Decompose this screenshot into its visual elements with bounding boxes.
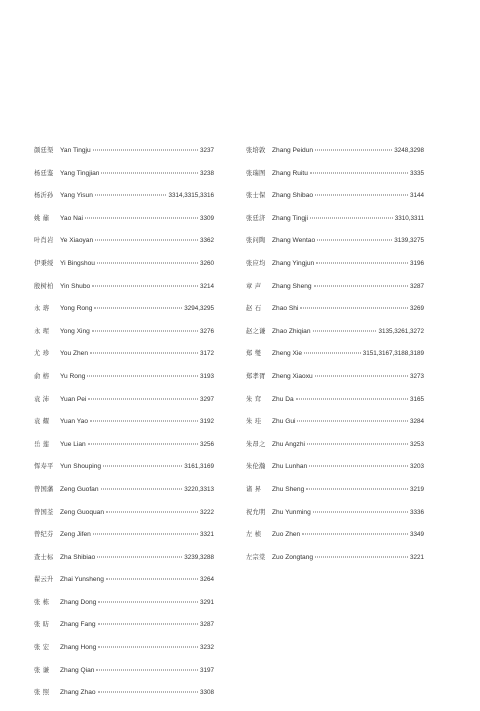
dot-leader <box>92 330 198 331</box>
index-entry <box>34 666 214 689</box>
entry-chinese-name: 杨廷鉴 <box>34 169 54 177</box>
entry-pinyin-name: Zeng Guofan <box>60 485 99 493</box>
entry-pinyin-name: Yuan Yao <box>60 418 88 426</box>
index-entry <box>246 553 424 576</box>
entry-chinese-name: 赵 石 <box>246 305 262 313</box>
entry-chinese-name: 叶肖岩 <box>34 237 54 245</box>
entry-chinese-name: 曾国荃 <box>34 508 54 516</box>
entry-pinyin-name: Yao Nai <box>60 214 83 222</box>
dot-leader <box>296 398 408 399</box>
entry-page-numbers: 3219 <box>409 485 424 493</box>
entry-page-numbers: 3139,3275 <box>394 237 424 245</box>
entry-pinyin-name: Yong Rong <box>60 305 93 313</box>
entry-chinese-name: 曾纪芬 <box>34 531 54 539</box>
index-entry <box>246 236 424 259</box>
entry-page-numbers: 3232 <box>199 644 214 652</box>
entry-chinese-name: 左宗棠 <box>246 553 266 561</box>
entry-page-numbers: 3220,3313 <box>184 485 214 493</box>
entry-page-numbers: 3172 <box>199 350 214 358</box>
entry-page-numbers: 3287 <box>199 621 214 629</box>
entry-page-numbers: 3297 <box>199 395 214 403</box>
dot-leader <box>310 172 408 173</box>
index-entry <box>34 372 214 395</box>
index-entry <box>246 259 424 282</box>
entry-chinese-name: 张 昉 <box>34 621 50 629</box>
index-entry <box>34 553 214 576</box>
entry-page-numbers: 3308 <box>199 689 214 697</box>
entry-chinese-name: 祝允明 <box>246 508 266 516</box>
entry-chinese-name: 张 宏 <box>34 644 50 652</box>
dot-leader <box>94 308 182 309</box>
entry-chinese-name: 殷树柏 <box>34 282 54 290</box>
entry-pinyin-name: Yun Shouping <box>60 463 102 471</box>
entry-chinese-name: 尤 珍 <box>34 350 50 358</box>
index-entry <box>34 282 214 305</box>
index-entry <box>34 598 214 621</box>
entry-pinyin-name: Yue Lian <box>60 440 86 448</box>
entry-pinyin-name: Yi Bingshou <box>60 259 95 267</box>
dot-leader <box>315 556 408 557</box>
dot-leader <box>297 421 408 422</box>
entry-pinyin-name: Zhang Peidun <box>272 147 314 154</box>
entry-chinese-name: 朱 珪 <box>246 418 262 426</box>
index-entry <box>34 417 214 440</box>
entry-chinese-name: 左 桢 <box>246 531 262 539</box>
entry-chinese-name: 张问陶 <box>246 237 266 245</box>
index-entry <box>34 349 214 372</box>
entry-page-numbers: 3335 <box>409 169 424 177</box>
index-entry <box>34 620 214 643</box>
entry-chinese-name: 岳 莲 <box>34 440 50 448</box>
index-entry <box>34 530 214 553</box>
entry-page-numbers: 3237 <box>199 147 214 154</box>
entry-page-numbers: 3192 <box>199 418 214 426</box>
entry-pinyin-name: Zuo Zongtang <box>272 553 314 561</box>
index-entry <box>34 169 214 192</box>
entry-page-numbers: 3214 <box>199 282 214 290</box>
entry-pinyin-name: You Zhen <box>60 350 88 358</box>
index-entry <box>34 214 214 237</box>
entry-pinyin-name: Zhu Sheng <box>272 485 305 493</box>
entry-chinese-name: 张培敦 <box>246 147 266 154</box>
entry-pinyin-name: Zhu Yunming <box>272 508 311 516</box>
dot-leader <box>97 262 198 263</box>
index-entry <box>34 575 214 598</box>
index-entry <box>34 508 214 531</box>
entry-chinese-name: 章 声 <box>246 282 262 290</box>
entry-chinese-name: 恽寿平 <box>34 463 54 471</box>
index-entry <box>34 259 214 282</box>
entry-page-numbers: 3291 <box>199 598 214 606</box>
entry-page-numbers: 3197 <box>199 666 214 674</box>
index-entry <box>246 349 424 372</box>
dot-leader <box>88 443 198 444</box>
index-entry <box>34 643 214 666</box>
index-entry <box>246 327 424 350</box>
entry-chinese-name: 查士标 <box>34 553 54 561</box>
entry-pinyin-name: Yan Tingju <box>60 147 91 154</box>
entry-page-numbers: 3284 <box>409 418 424 426</box>
dot-leader <box>103 466 182 467</box>
entry-chinese-name: 张士保 <box>246 192 266 200</box>
dot-leader <box>314 285 408 286</box>
entry-chinese-name: 永 瑢 <box>34 305 50 313</box>
entry-pinyin-name: Zuo Zhen <box>272 531 301 539</box>
dot-leader <box>101 488 183 489</box>
entry-pinyin-name: Zhao Shi <box>272 305 299 313</box>
entry-chinese-name: 赵之谦 <box>246 327 266 335</box>
entry-chinese-name: 颜廷渠 <box>34 147 54 154</box>
dot-leader <box>93 534 198 535</box>
entry-page-numbers: 3309 <box>199 214 214 222</box>
entry-pinyin-name: Zeng Guoquan <box>60 508 104 516</box>
entry-page-numbers: 3336 <box>409 508 424 516</box>
entry-chinese-name: 张 栋 <box>34 598 50 606</box>
dot-leader <box>313 330 377 331</box>
entry-pinyin-name: Ye Xiaoyan <box>60 237 94 245</box>
entry-pinyin-name: Yang Tingjian <box>60 169 100 177</box>
entry-pinyin-name: Yin Shubo <box>60 282 91 290</box>
dot-leader <box>98 624 198 625</box>
index-entry <box>34 191 214 214</box>
dot-leader <box>315 150 392 151</box>
entry-page-numbers: 3310,3311 <box>394 214 424 222</box>
entry-pinyin-name: Yong Xing <box>60 327 90 335</box>
dot-leader <box>95 240 198 241</box>
entry-chinese-name: 姚 鼐 <box>34 214 50 222</box>
entry-chinese-name: 张廷济 <box>246 214 266 222</box>
entry-page-numbers: 3222 <box>199 508 214 516</box>
entry-page-numbers: 3238 <box>199 169 214 177</box>
entry-page-numbers: 3253 <box>409 440 424 448</box>
entry-chinese-name: 永 瑆 <box>34 327 50 335</box>
entry-page-numbers: 3260 <box>199 259 214 267</box>
entry-chinese-name: 张 谦 <box>34 666 50 674</box>
entry-chinese-name: 朱昂之 <box>246 440 266 448</box>
index-entry <box>34 236 214 259</box>
entry-page-numbers: 3362 <box>199 237 214 245</box>
dot-leader <box>106 511 198 512</box>
entry-page-numbers: 3264 <box>199 576 214 584</box>
entry-pinyin-name: Yu Rong <box>60 372 86 380</box>
dot-leader <box>88 398 198 399</box>
entry-page-numbers: 3314,3315,3316 <box>168 192 214 200</box>
index-entry <box>246 417 424 440</box>
index-entry <box>246 440 424 463</box>
entry-chinese-name: 朱 耷 <box>246 395 262 403</box>
index-entry <box>246 372 424 395</box>
index-entry <box>34 485 214 508</box>
entry-page-numbers: 3269 <box>409 305 424 313</box>
dot-leader <box>302 534 408 535</box>
entry-pinyin-name: Zhang Sheng <box>272 282 312 290</box>
entry-pinyin-name: Zhang Wentao <box>272 237 316 245</box>
entry-chinese-name: 俞 榕 <box>34 372 50 380</box>
entry-pinyin-name: Zhang Ruitu <box>272 169 308 177</box>
entry-pinyin-name: Zhang Shibao <box>272 192 314 200</box>
entry-chinese-name: 诸 昇 <box>246 485 262 493</box>
entry-chinese-name: 朱伦瀚 <box>246 463 266 471</box>
dot-leader <box>313 511 408 512</box>
entry-chinese-name: 张瑞图 <box>246 169 266 177</box>
entry-pinyin-name: Zhu Da <box>272 395 294 403</box>
index-entry <box>246 485 424 508</box>
entry-pinyin-name: Zhang Hong <box>60 644 97 652</box>
entry-chinese-name: 张 照 <box>34 689 50 697</box>
index-entry <box>34 304 214 327</box>
dot-leader <box>97 556 182 557</box>
dot-leader <box>315 195 408 196</box>
index-entry <box>246 530 424 553</box>
index-entry <box>246 304 424 327</box>
entry-page-numbers: 3161,3169 <box>184 463 214 471</box>
dot-leader <box>306 488 408 489</box>
dot-leader <box>98 647 198 648</box>
dot-leader <box>300 308 408 309</box>
dot-leader <box>85 217 198 218</box>
dot-leader <box>98 692 198 693</box>
index-entry <box>34 440 214 463</box>
entry-pinyin-name: Zhang Qian <box>60 666 95 674</box>
entry-page-numbers: 3276 <box>199 327 214 335</box>
entry-pinyin-name: Yuan Pei <box>60 395 87 403</box>
entry-chinese-name: 曾国藩 <box>34 485 54 493</box>
dot-leader <box>90 421 198 422</box>
entry-pinyin-name: Zhang Tingji <box>272 214 308 222</box>
dot-leader <box>90 353 198 354</box>
entry-page-numbers: 3349 <box>409 531 424 539</box>
index-entry <box>246 169 424 192</box>
dot-leader <box>316 262 408 263</box>
entry-page-numbers: 3256 <box>199 440 214 448</box>
entry-pinyin-name: Zhang Yingjun <box>272 259 315 267</box>
dot-leader <box>310 217 393 218</box>
entry-page-numbers: 3248,3298 <box>394 147 424 154</box>
entry-page-numbers: 3193 <box>199 372 214 380</box>
entry-pinyin-name: Zhu Gui <box>272 418 296 426</box>
entry-pinyin-name: Zha Shibiao <box>60 553 96 561</box>
dot-leader <box>307 443 408 444</box>
dot-leader <box>309 466 408 467</box>
entry-pinyin-name: Zheng Xiaoxu <box>272 372 313 380</box>
index-entry <box>246 146 424 169</box>
entry-chinese-name: 袁 耀 <box>34 418 50 426</box>
entry-pinyin-name: Zhu Lunhan <box>272 463 308 471</box>
entry-page-numbers: 3135,3261,3272 <box>378 327 424 335</box>
entry-pinyin-name: Zhang Dong <box>60 598 97 606</box>
entry-pinyin-name: Zhang Zhao <box>60 689 96 697</box>
index-entry <box>246 214 424 237</box>
entry-page-numbers: 3196 <box>409 259 424 267</box>
entry-chinese-name: 翟云升 <box>34 576 54 584</box>
dot-leader <box>87 375 198 376</box>
entry-page-numbers: 3294,3295 <box>184 305 214 313</box>
entry-page-numbers: 3287 <box>409 282 424 290</box>
dot-leader <box>93 150 198 151</box>
entry-pinyin-name: Zhai Yunsheng <box>60 576 104 584</box>
index-entry <box>246 282 424 305</box>
dot-leader <box>96 669 198 670</box>
entry-page-numbers: 3165 <box>409 395 424 403</box>
index-entry <box>246 508 424 531</box>
index-entry <box>34 688 214 711</box>
index-entry <box>246 462 424 485</box>
entry-chinese-name: 袁 沛 <box>34 395 50 403</box>
entry-chinese-name: 伊秉绶 <box>34 259 54 267</box>
index-entry <box>34 327 214 350</box>
entry-page-numbers: 3321 <box>199 531 214 539</box>
entry-pinyin-name: Zhao Zhiqian <box>272 327 311 335</box>
index-entry <box>246 191 424 214</box>
dot-leader <box>95 195 167 196</box>
entry-pinyin-name: Zheng Xie <box>272 350 303 358</box>
entry-chinese-name: 郑孝胥 <box>246 372 266 380</box>
index-entry <box>34 395 214 418</box>
dot-leader <box>317 240 392 241</box>
entry-chinese-name: 张应均 <box>246 259 266 267</box>
dot-leader <box>101 172 198 173</box>
entry-chinese-name: 杨沂孙 <box>34 192 54 200</box>
entry-chinese-name: 郑 燮 <box>246 350 262 358</box>
dot-leader <box>98 601 198 602</box>
entry-page-numbers: 3203 <box>409 463 424 471</box>
dot-leader <box>304 353 361 354</box>
entry-pinyin-name: Zhang Fang <box>60 621 96 629</box>
entry-page-numbers: 3239,3288 <box>184 553 214 561</box>
entry-page-numbers: 3151,3167,3188,3189 <box>362 350 424 358</box>
dot-leader <box>315 375 408 376</box>
entry-page-numbers: 3221 <box>409 553 424 561</box>
entry-page-numbers: 3144 <box>409 192 424 200</box>
index-entry <box>246 395 424 418</box>
index-column-left <box>34 146 214 711</box>
entry-page-numbers: 3273 <box>409 372 424 380</box>
index-entry <box>34 146 214 169</box>
dot-leader <box>92 285 198 286</box>
entry-pinyin-name: Zhu Angzhi <box>272 440 305 448</box>
entry-pinyin-name: Zeng Jifen <box>60 531 91 539</box>
index-column-right <box>246 146 424 575</box>
index-entry <box>34 462 214 485</box>
dot-leader <box>106 579 198 580</box>
entry-pinyin-name: Yang Yisun <box>60 192 93 200</box>
